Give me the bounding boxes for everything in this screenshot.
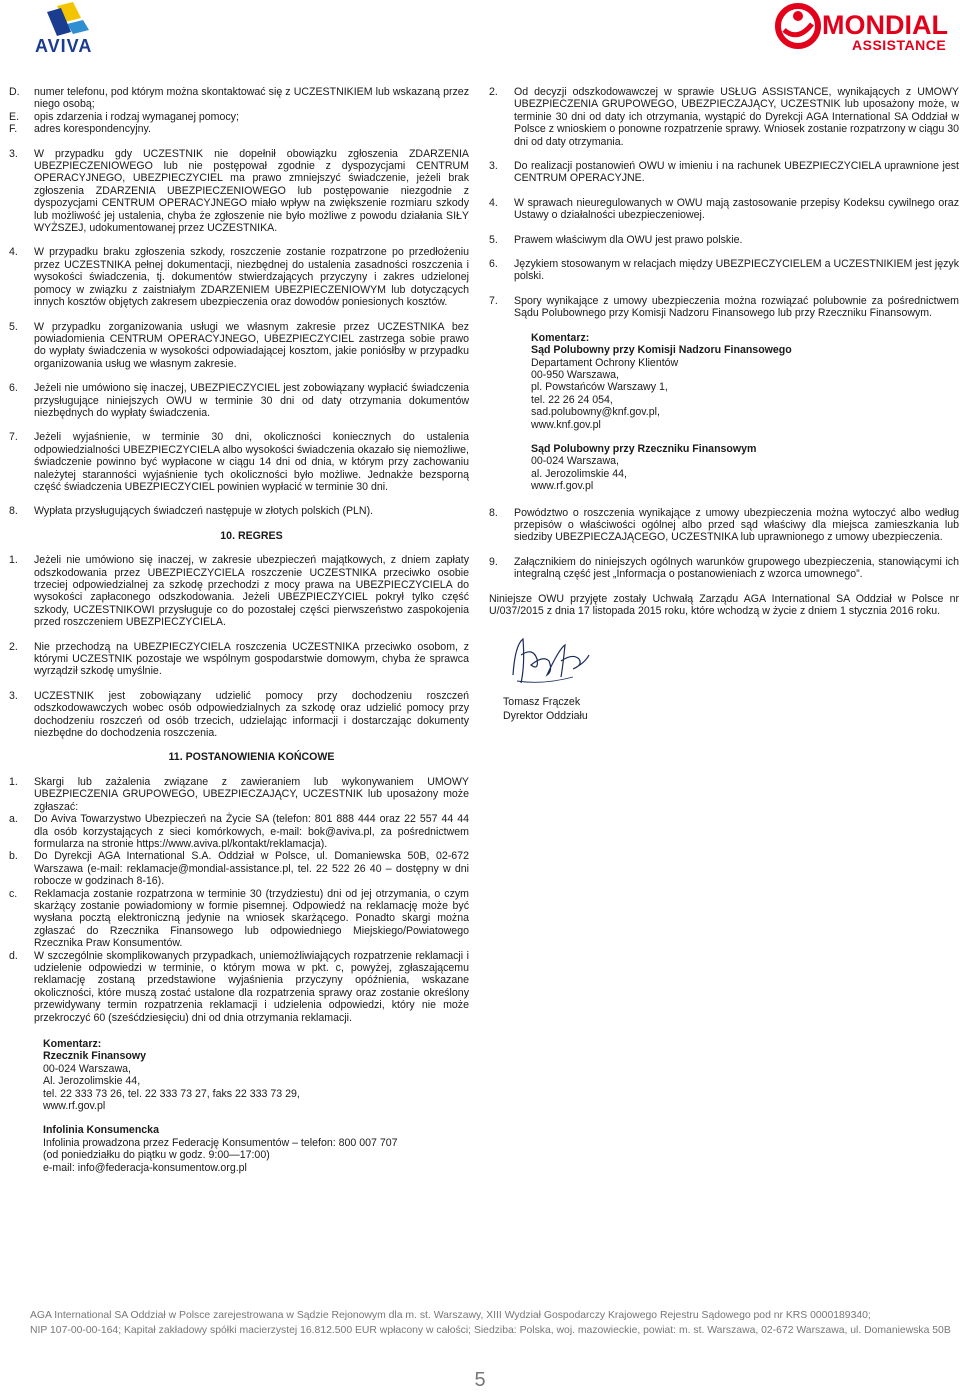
clause: 3. W przypadku gdy UCZESTNIK nie dopełnił obowiązku zgłoszenia ZDARZENIA UBEZPIECZENIOWEGO lub nie postępował zgodnie z dyspozycjami CENTRUM OPERACYJNEGO, UBEZPIECZYCIEL ma prawo zmniejszyć świadczenie, jeżeli brak zgłoszenia ZDARZENIA UBEZPIECZENIOWEGO lub postępowanie niezgodnie z dyspozycjami CENTRUM OPERACYJNEGO miało wpływ na zwiększenie rozmiaru szkody lub możliwość jej ustalenia, chyba że zgłoszenie nie było możliwe z powodu działania SIŁY WYŻSZEJ, udokumentowanej przez UCZESTNIKA. [9,147,469,235]
clause: 8. Wypłata przysługujących świadczeń następuje w złotych polskich (PLN). [9,505,374,518]
clause: 5. W przypadku zorganizowania usługi we własnym zakresie przez UCZESTNIKA bez powiadomienia CENTRUM OPERACYJNEGO, UBEZPIECZYCIEL zastrzega sobie prawo do wypłaty świadczenia w wysokości odpowiadającej kosztom, jakie poniósłby w przypadku organizowania usług we własnym zakresie. [9,320,469,370]
section-heading-regres: 10. REGRES [220,529,283,542]
comment-box-left: Komentarz: Rzecznik Finansowy 00-024 Warszawa, Al. Jerozolimskie 44, tel. 22 333 73 26, tel. 22 333 73 27, faks 22 333 73 29, www.rf.gov.pl Infolinia Konsumencka Infolinia prowadzona przez Federację Konsumentów – telefon: 800 007 707 (od poniedziałku do piątku w godz. 9:00—17:00) e-mail: info@federacja-konsumentow.org.pl [43,1038,398,1174]
assistance-wordmark: ASSISTANCE [852,37,947,53]
section-heading-final: 11. POSTANOWIENIA KOŃCOWE [168,751,335,764]
clause: 3. UCZESTNIK jest zobowiązany udzielić pomocy przy dochodzeniu roszczeń odszkodowawczych wobec osób odpowiedzialnych za szkodę oraz udzielić pomocy przy dochodzeniu roszczeń od osób trzecich, udzielając informacji i dostarczając dokumenty niezbędne do dochodzenia roszczenia. [9,689,469,740]
list-item: F. adres korespondencyjny. [9,123,151,136]
list-item: d. W szczególnie skomplikowanych przypadkach, uniemożliwiających rozpatrzenie reklamacji i udzielenie odpowiedzi w terminie, o którym mowa w pkt. c, powyżej, zgłaszającemu reklamację zostaną przedstawione wyjaśnienia przyczyny opóźnienia, wskazane okoliczności, które muszą zostać ustalone dla rozpatrzenia sprawy oraz zostanie określony przewidywany termin rozpatrzenia reklamacji i udzielenia odpowiedzi, który nie może przekroczyć 60 (sześćdziesięciu) dni od dnia otrzymania reklamacji. [9,949,469,1024]
clause: 6. Jeżeli nie umówiono się inaczej, UBEZPIECZYCIEL jest zobowiązany wypłacić świadczenia przysługujące niniejszych OWU w terminie 30 dni od daty otrzymania dokumentów niezbędnych do wypłaty świadczenia. [9,382,469,419]
signature-image [503,625,959,695]
clause: 7. Jeżeli wyjaśnienie, w terminie 30 dni, okoliczności koniecznych do ustalenia odpowiedzialności UBEZPIECZYCIELA albo wysokości świadczenia okazało się niemożliwe, świadczenie powinno być wypłacone w ciągu 14 dni od dnia, w którym przy zachowaniu należytej staranności wyjaśnienie tych okoliczności było możliwe. Jednakże bezsporną część świadczenia UBEZPIECZYCIEL powinien wypłacić w terminie 30 dni. [9,431,469,493]
list-item: c. Reklamacja zostanie rozpatrzona w terminie 30 (trzydziestu) dni od jej otrzymania, o czym skarżący zostanie powiadomiony w formie pisemnej. Odpowiedź na reklamację może być wysłana pocztą elektroniczną jedynie na wniosek skarżącego. Ponadto skargi można zgłaszać do Rzecznika Finansowego lub odpowiedniego Miejskiego/Powiatowego Rzecznika Praw Konsumentów. [9,887,469,950]
clause: 1. Skargi lub zażalenia związane z zawieraniem lub wykonywaniem UMOWY UBEZPIECZENIA GRUPOWEGO, UBEZPIECZAJĄCY, UCZESTNIK lub uposażony może zgłaszać: a. Do Aviva Towarzystwo Ubezpieczeń na Życie SA (telefon: 801 888 444 oraz 22 557 44 44 dla osób korzystających z sieci komórkowych, e-mail: bok@aviva.pl, za pośrednictwem formularza na stronie https://www.aviva.pl/kontakt/reklamacja). b. Do Dyrekcji AGA International S.A. Oddział w Polsce, ul. Domaniewska 50B, 02-672 Warszawa (e-mail: reklamacje@mondial-assistance.pl, tel. 22 522 26 40 – dostępny w dni robocze w godzinach 8-16). c. Reklamacja zostanie rozpatrzona w terminie 30 (trzydziestu) dni od jej otrzymania, o czym skarżący zostanie powiadomiony w formie pisemnej. Odpowiedź na reklamację może być wysłana pocztą elektroniczną jedynie na wniosek skarżącego. Ponadto skargi można zgłaszać do Rzecznika Finansowego lub odpowiedniego Miejskiego/Powiatowego Rzecznika Praw Konsumentów. d. W szczególnie skomplikowanych przypadkach, uniemożliwiających rozpatrzenie reklamacji i udzielenie odpowiedzi w terminie, o którym mowa w pkt. c, powyżej, zgłaszającemu reklamację zostaną przedstawione wyjaśnienia przyczyny opóźnienia, wskazane okoliczności, które muszą zostać ustalone dla rozpatrzenia sprawy oraz zostanie określony przewidywany termin rozpatrzenia reklamacji i udzielenia odpowiedzi, który nie może przekroczyć 60 (sześćdziesięciu) dni od dnia otrzymania reklamacji. [9,775,469,1024]
list-item: b. Do Dyrekcji AGA International S.A. Oddział w Polsce, ul. Domaniewska 50B, 02-672 Warszawa (e-mail: reklamacje@mondial-assistance.pl, tel. 22 522 26 40 – dostępny w dni robocze w godzinach 8-16). [9,850,469,888]
clause: 9. Załącznikiem do niniejszych ogólnych warunków grupowego ubezpieczenia, stanowiącymi ich integralną część jest „Informacja o postanowieniach z wzorca umownego”. [489,555,959,581]
clause: 3. Do realizacji postanowień OWU w imieniu i na rachunek UBEZPIECZYCIELA uprawnione jest CENTRUM OPERACYJNE. [489,160,959,185]
mondial-assistance-logo [772,2,960,54]
right-column [489,86,959,723]
left-column [9,86,469,1186]
list-item: E. opis zdarzenia i rodzaj wymaganej pomocy; [9,110,239,123]
clause: 5. Prawem właściwym dla OWU jest prawo polskie. [489,233,743,246]
clause: 7. Spory wynikające z umowy ubezpieczenia można rozwiązać polubownie za pośrednictwem Sądu Polubownego przy Komisji Nadzoru Finansowego lub przy Rzeczniku Finansowym. [489,294,959,320]
signer-title: Dyrektor Oddziału [503,710,588,723]
page-number: 5 [474,1369,486,1391]
intro-list [9,86,469,136]
list-item: D. numer telefonu, pod którym można skontaktować się z UCZESTNIKIEM lub wskazaną przez niego osobą; [9,86,469,111]
page-footer [30,1308,951,1338]
aviva-logo [33,2,113,54]
list-item: a. Do Aviva Towarzystwo Ubezpieczeń na Życie SA (telefon: 801 888 444 oraz 22 557 44 44 dla osób korzystających z sieci komórkowych, e-mail: bok@aviva.pl, za pośrednictwem formularza na stronie https://www.aviva.pl/kontakt/reklamacja). [9,813,469,850]
clause: 2. Nie przechodzą na UBEZPIECZYCIELA roszczenia UCZESTNIKA przeciwko osobom, z którymi UCZESTNIK pozostaje we wspólnym gospodarstwie domowym, chyba że sprawca wyrządził szkodę umyślnie. [9,640,469,678]
clause: 4. W sprawach nieuregulowanych w OWU mają zastosowanie przepisy Kodeksu cywilnego oraz Ustawy o działalności ubezpieczeniowej. [489,196,959,222]
aviva-wordmark: AVIVA [35,36,93,54]
clause: 2. Od decyzji odszkodowawczej w sprawie USŁUG ASSISTANCE, wynikających z UMOWY UBEZPIECZENIA GRUPOWEGO, UBEZPIECZAJĄCY, UCZESTNIK lub uposażony może, w terminie 30 dni od daty ich otrzymania, wystąpić do Dyrekcji AGA International SA Oddział w Polsce z wnioskiem o ponowne rozpatrzenie sprawy. Wniosek zostanie rozpatrzony w ciągu 30 dni od daty otrzymania. [489,86,959,148]
mondial-wordmark: MONDIAL [822,10,948,40]
clause: 4. W przypadku braku zgłoszenia szkody, roszczenie zostanie rozpatrzone po przedłożeniu przez UCZESTNIKA pełnej dokumentacji, niezbędnej do ustalenia zasadności roszczenia i wysokości świadczenia, tj. dokumentów stwierdzających przyczyny i zakres udzielonej pomocy w związku z zaistniałym ZDARZENIEM UBEZPIECZENIOWYM lub dotyczących innych kosztów objętych zakresem ubezpieczenia oraz dowodów poniesionych kosztów. [9,246,469,309]
comment-box-right: Komentarz: Sąd Polubowny przy Komisji Nadzoru Finansowego Departament Ochrony Klientów 00-950 Warszawa, pl. Powstańców Warszawy 1, tel. 22 26 24 054, sad.polubowny@knf.gov.pl, www.knf.gov.pl Sąd Polubowny przy Rzeczniku Finansowym 00-024 Warszawa, al. Jerozolimskie 44, www.rf.gov.pl [531,331,792,493]
footer-line-2: NIP 107-00-00-164; Kapitał zakładowy spółki macierzystej 16.812.500 EUR wpłacony w całości; Siedziba: Polska, woj. mazowieckie, powiat: m. st. Warszawa, 02-672 Warszawa, ul. Domaniewska 50B [30,1325,951,1336]
clause: 6. Językiem stosowanym w relacjach między UBEZPIECZYCIELEM a UCZESTNIKIEM jest język polski. [489,258,959,283]
closing-statement: Niniejsze OWU przyjęte zostały Uchwałą Zarządu AGA International SA Oddział w Polsce nr U/037/2015 z dnia 17 listopada 2015 roku, które wchodzą w życie z dniem 1 stycznia 2016 roku. [489,592,959,617]
signer-name: Tomasz Frączek [503,696,581,709]
footer-line-1: AGA International SA Oddział w Polsce zarejestrowana w Sądzie Rejonowym dla m. st. Warszawy, XIII Wydział Gospodarczy Krajowego Rejestru Sądowego pod nr KRS 0000189340; [30,1310,871,1321]
clause: 8. Powództwo o roszczenia wynikające z umowy ubezpieczenia można wytoczyć albo według przepisów o właściwości ogólnej albo przed sąd właściwy dla miejsca zamieszkania lub siedziby UBEZPIECZAJĄCEGO, UCZESTNIKA lub uprawnionego z umowy ubezpieczenia. [489,506,959,544]
clause: 1. Jeżeli nie umówiono się inaczej, w zakresie ubezpieczeń majątkowych, z dniem zapłaty odszkodowania przez UBEZPIECZYCIELA roszczenie UCZESTNIKA przeciwko osobie trzeciej odpowiedzialnej za szkodę przechodzi z mocy prawa na UBEZPIECZYCIELA do wysokości zapłaconego odszkodowania. Jeżeli UBEZPIECZYCIEL pokrył tylko część szkody, UCZESTNIKOWI przysługuje co do pozostałej części pierwszeństwo zaspokojenia przed roszczeniem UBEZPIECZYCIELA. [9,554,469,629]
signer [503,695,959,723]
